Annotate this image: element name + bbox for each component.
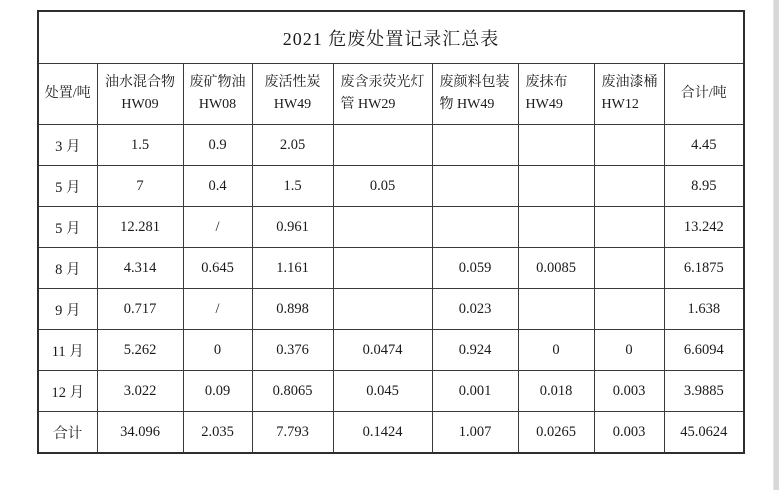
row-label: 9 月 [38, 289, 97, 330]
cell [518, 289, 594, 330]
cell [518, 166, 594, 207]
cell: 0.898 [252, 289, 333, 330]
hazardous-waste-summary-table [37, 10, 745, 454]
row-label: 11 月 [38, 330, 97, 371]
header-total: 合计/吨 [664, 64, 744, 125]
cell [518, 207, 594, 248]
table-row-grand-total [38, 412, 744, 454]
cell: 5.262 [97, 330, 183, 371]
row-label: 3 月 [38, 125, 97, 166]
cell [594, 125, 664, 166]
cell: 0.003 [594, 371, 664, 412]
row-label: 合计 [38, 412, 97, 454]
cell: 0.0265 [518, 412, 594, 454]
cell: 0.9 [183, 125, 252, 166]
cell-total: 13.242 [664, 207, 744, 248]
table-row-may-b [38, 207, 744, 248]
row-label: 5 月 [38, 166, 97, 207]
cell [333, 207, 432, 248]
row-label: 5 月 [38, 207, 97, 248]
cell: 0.0085 [518, 248, 594, 289]
table-title-row [38, 11, 744, 64]
table-row-september [38, 289, 744, 330]
cell: 4.314 [97, 248, 183, 289]
header-paint-buckets: 废油漆桶 HW12 [594, 64, 664, 125]
cell-total: 45.0624 [664, 412, 744, 454]
cell: 0.09 [183, 371, 252, 412]
page-edge [773, 0, 779, 490]
cell: 0.003 [594, 412, 664, 454]
cell: 0.645 [183, 248, 252, 289]
cell: 0.023 [432, 289, 518, 330]
cell [333, 248, 432, 289]
cell [333, 125, 432, 166]
header-disposal-unit: 处置/吨 [38, 64, 97, 125]
cell: / [183, 289, 252, 330]
cell: 0.001 [432, 371, 518, 412]
table-row-december [38, 371, 744, 412]
table-header-row [38, 64, 744, 125]
cell: 0.4 [183, 166, 252, 207]
cell: 7 [97, 166, 183, 207]
cell: 1.161 [252, 248, 333, 289]
header-waste-mineral-oil: 废矿物油 HW08 [183, 64, 252, 125]
cell [594, 207, 664, 248]
header-mercury-lamp: 废含汞荧光灯管 HW29 [333, 64, 432, 125]
cell: 12.281 [97, 207, 183, 248]
cell: 0 [183, 330, 252, 371]
cell [594, 166, 664, 207]
cell: / [183, 207, 252, 248]
header-pigment-packaging: 废颜料包装物 HW49 [432, 64, 518, 125]
cell: 1.5 [97, 125, 183, 166]
cell: 0.961 [252, 207, 333, 248]
cell: 1.007 [432, 412, 518, 454]
cell-total: 4.45 [664, 125, 744, 166]
cell: 0.8065 [252, 371, 333, 412]
cell: 0 [594, 330, 664, 371]
cell: 0.059 [432, 248, 518, 289]
table-row-may-a [38, 166, 744, 207]
table-title: 2021 危废处置记录汇总表 [38, 11, 744, 64]
table-row-november [38, 330, 744, 371]
cell: 0.717 [97, 289, 183, 330]
row-label: 12 月 [38, 371, 97, 412]
cell: 0.924 [432, 330, 518, 371]
cell: 34.096 [97, 412, 183, 454]
cell: 3.022 [97, 371, 183, 412]
cell [432, 207, 518, 248]
cell: 7.793 [252, 412, 333, 454]
table-row-august [38, 248, 744, 289]
cell: 0.376 [252, 330, 333, 371]
cell-total: 1.638 [664, 289, 744, 330]
cell-total: 8.95 [664, 166, 744, 207]
cell: 0.0474 [333, 330, 432, 371]
row-label: 8 月 [38, 248, 97, 289]
cell-total: 3.9885 [664, 371, 744, 412]
cell: 0 [518, 330, 594, 371]
cell: 0.1424 [333, 412, 432, 454]
cell: 2.05 [252, 125, 333, 166]
header-oil-water-mix: 油水混合物 HW09 [97, 64, 183, 125]
cell [594, 248, 664, 289]
cell-total: 6.6094 [664, 330, 744, 371]
cell [432, 166, 518, 207]
cell [594, 289, 664, 330]
cell: 2.035 [183, 412, 252, 454]
cell: 0.045 [333, 371, 432, 412]
cell [432, 125, 518, 166]
cell [333, 289, 432, 330]
table-row-march [38, 125, 744, 166]
cell: 0.05 [333, 166, 432, 207]
cell: 0.018 [518, 371, 594, 412]
cell: 1.5 [252, 166, 333, 207]
header-waste-activated-carbon: 废活性炭 HW49 [252, 64, 333, 125]
cell [518, 125, 594, 166]
cell-total: 6.1875 [664, 248, 744, 289]
header-waste-rags: 废抹布 HW49 [518, 64, 594, 125]
